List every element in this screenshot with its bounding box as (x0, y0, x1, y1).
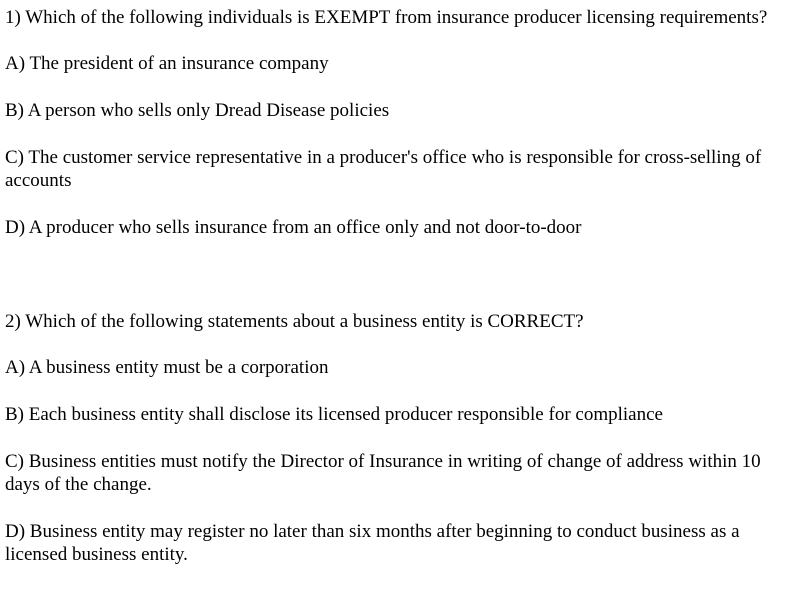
question-1 (5, 6, 800, 239)
document-page (5, 6, 800, 590)
answer-option-c: C) Business entities must notify the Director of Insurance in writing of change of address within 10 days of the change. (5, 451, 761, 495)
question-spacer (5, 263, 800, 310)
answer-option-c: C) The customer service representative in a producer's office who is responsible for cross-selling of accounts (5, 147, 762, 191)
answer-option-d: D) A producer who sells insurance from an office only and not door-to-door (5, 217, 582, 238)
answer-option-b: B) A person who sells only Dread Disease policies (5, 100, 390, 121)
question-2 (5, 310, 800, 566)
question-text: 2) Which of the following statements about a business entity is CORRECT? (5, 311, 584, 332)
answer-option-d: D) Business entity may register no later than six months after beginning to conduct business as a licensed business entity. (5, 521, 740, 565)
answer-option-b: B) Each business entity shall disclose its licensed producer responsible for compliance (5, 404, 663, 425)
answer-option-a: A) The president of an insurance company (5, 53, 329, 74)
answer-option-a: A) A business entity must be a corporation (5, 357, 329, 378)
question-text: 1) Which of the following individuals is EXEMPT from insurance producer licensing requirements? (5, 7, 768, 28)
